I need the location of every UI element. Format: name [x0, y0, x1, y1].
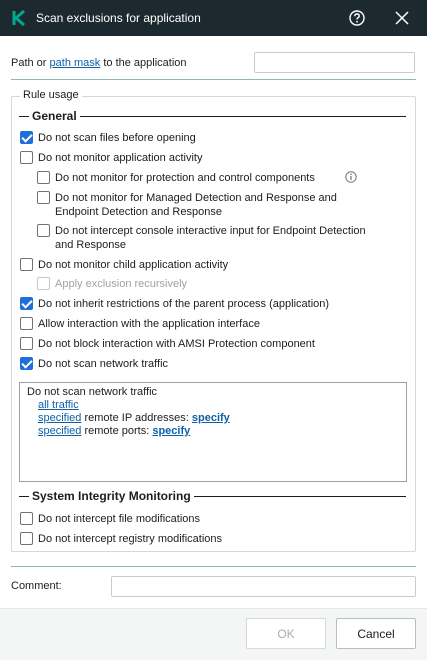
checkbox-label: Do not intercept registry modifications [38, 533, 223, 545]
window-title: Scan exclusions for application [36, 11, 201, 25]
network-all-traffic-line [38, 399, 79, 412]
separator [11, 566, 416, 567]
ip-specify-link[interactable]: specify [191, 412, 230, 424]
checkbox-label: Do not scan network traffic [38, 358, 169, 370]
checkbox-label: Do not monitor for Managed Detection and Response and [55, 192, 337, 204]
cancel-button[interactable]: Cancel [336, 618, 416, 649]
info-icon[interactable] [345, 171, 357, 183]
kaspersky-logo-icon [12, 10, 26, 26]
ports-specify-link[interactable]: specify [152, 425, 191, 437]
comment-label: Comment: [11, 580, 62, 592]
checkbox-label-line2: Endpoint Detection and Response [55, 206, 222, 218]
rule-usage-legend: Rule usage [20, 89, 82, 101]
checkbox-no-monitor-mdr-edr[interactable] [37, 191, 50, 204]
checkbox-label: Do not block interaction with AMSI Protection component [38, 338, 315, 350]
checkbox-no-intercept-console[interactable] [37, 224, 50, 237]
checkbox-label: Do not monitor application activity [38, 152, 203, 164]
checkbox-label: Allow interaction with the application interface [38, 318, 260, 330]
checkbox-label: Do not intercept file modifications [38, 513, 201, 525]
close-icon[interactable] [393, 9, 411, 27]
checkbox-label: Do not inherit restrictions of the parent process (application) [38, 298, 330, 310]
general-section-title: General [29, 109, 80, 123]
checkbox-no-scan-network[interactable] [20, 357, 33, 370]
checkbox-no-intercept-registry[interactable] [20, 532, 33, 545]
network-heading: Do not scan network traffic [27, 386, 158, 398]
sim-section-title: System Integrity Monitoring [29, 489, 194, 503]
all-traffic-link[interactable]: all traffic [38, 399, 79, 411]
title-bar [0, 0, 427, 36]
comment-input[interactable] [111, 576, 416, 597]
ok-button[interactable]: OK [246, 618, 326, 649]
checkbox-label: Do not intercept console interactive input for Endpoint Detection [55, 225, 366, 237]
path-input[interactable] [254, 52, 415, 73]
checkbox-label: Do not monitor for protection and control components [55, 172, 315, 184]
checkbox-apply-recursively[interactable] [37, 277, 50, 290]
checkbox-no-scan-files[interactable] [20, 131, 33, 144]
checkbox-label: Do not scan files before opening [38, 132, 196, 144]
checkbox-no-block-amsi[interactable] [20, 337, 33, 350]
path-label: Path or path mask to the application [11, 57, 187, 69]
ip-specified-link[interactable]: specified [38, 412, 82, 424]
checkbox-no-monitor-activity[interactable] [20, 151, 33, 164]
checkbox-no-intercept-file[interactable] [20, 512, 33, 525]
separator [11, 79, 416, 80]
checkbox-label-line2: and Response [55, 239, 126, 251]
network-ip-line: specified remote IP addresses: specify [38, 412, 230, 424]
network-traffic-box [19, 382, 407, 482]
checkbox-no-monitor-child[interactable] [20, 258, 33, 271]
checkbox-allow-interface[interactable] [20, 317, 33, 330]
checkbox-label: Apply exclusion recursively [55, 278, 188, 290]
checkbox-no-monitor-protection[interactable] [37, 171, 50, 184]
network-ports-line: specified remote ports: specify [38, 425, 191, 437]
help-icon[interactable] [348, 9, 366, 27]
checkbox-label: Do not monitor child application activity [38, 259, 229, 271]
checkbox-no-inherit-restrictions[interactable] [20, 297, 33, 310]
ports-specified-link[interactable]: specified [38, 425, 82, 437]
path-mask-link[interactable]: path mask [49, 57, 101, 69]
